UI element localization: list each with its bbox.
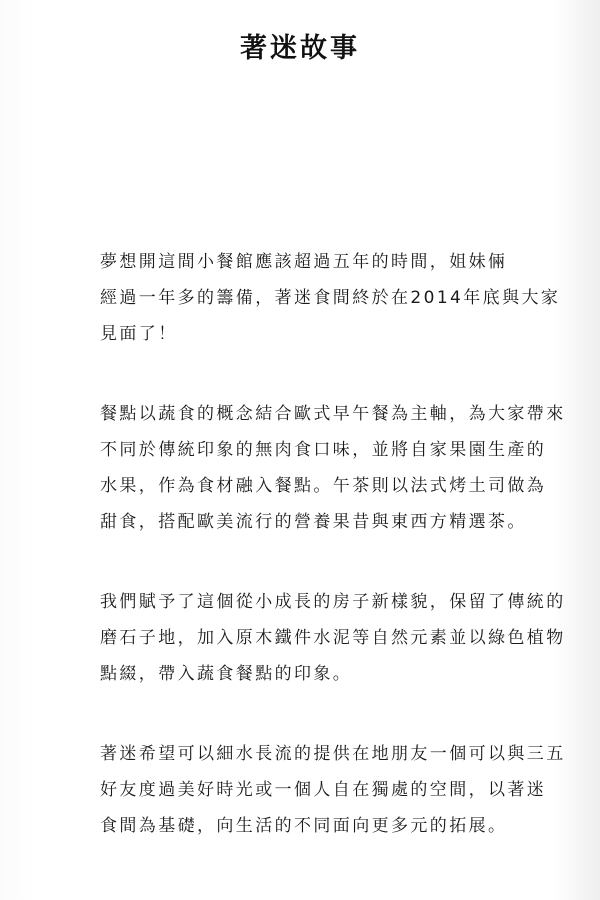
text-line: 磨石子地，加入原木鐵件水泥等自然元素並以綠色植物 [100,628,566,648]
text-line: 見面了！ [100,324,178,344]
text-line: 經過一年多的籌備，著迷食間終於在2014年底與大家 [100,288,561,308]
story-body [100,244,566,888]
paragraph-house [100,584,566,692]
paragraph-intro [100,244,561,352]
text-line: 食間為基礎，向生活的不同面向更多元的拓展。 [100,816,508,836]
text-line: 著迷希望可以細水長流的提供在地朋友一個可以與三五 [100,744,566,764]
text-line: 餐點以蔬食的概念結合歐式早午餐為主軸，為大家帶來 [100,404,566,424]
text-line: 水果，作為食材融入餐點。午茶則以法式烤土司做為 [100,476,547,496]
text-line: 甜食，搭配歐美流行的營養果昔與東西方精選茶。 [100,512,527,532]
paragraph-menu [100,396,566,540]
text-line: 點綴，帶入蔬食餐點的印象。 [100,664,353,684]
text-line: 不同於傳統印象的無肉食口味，並將自家果園生產的 [100,440,547,460]
text-line: 夢想開這間小餐館應該超過五年的時間，姐妹倆 [100,252,508,272]
page-title: 著迷故事 [240,33,360,64]
paragraph-hope [100,736,566,844]
text-line: 好友度過美好時光或一個人自在獨處的空間，以著迷 [100,780,547,800]
text-line: 我們賦予了這個從小成長的房子新樣貌，保留了傳統的 [100,592,566,612]
